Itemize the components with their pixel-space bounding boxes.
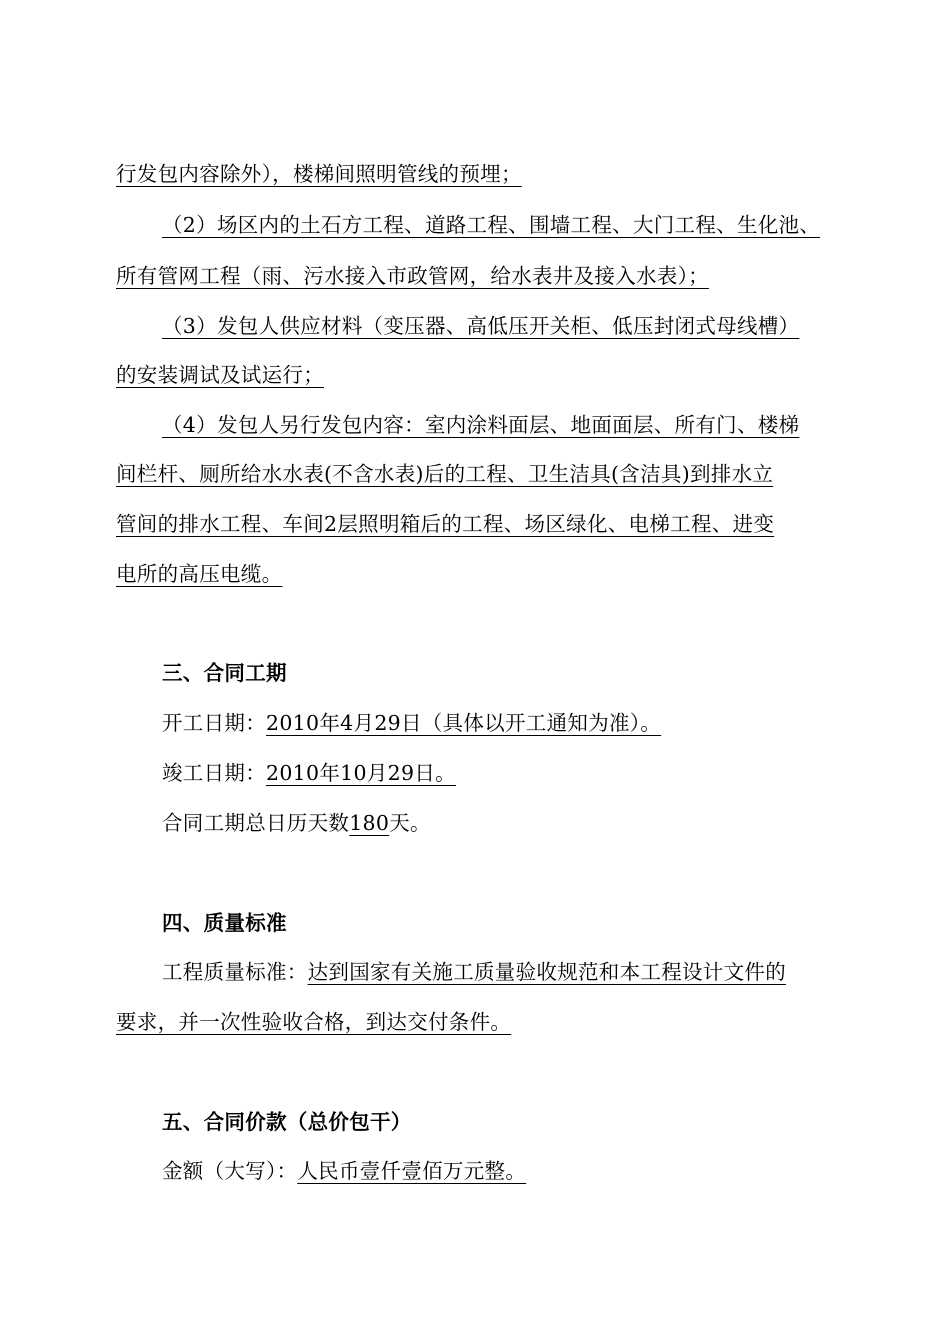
quality-standard-label: 工程质量标准： — [162, 960, 308, 984]
start-date-value: 2010年4月29日（具体以开工通知为准）。 — [266, 711, 662, 735]
scope-item-2-line-2: 所有管网工程（雨、污水接入市政管网，给水表井及接入水表）； — [116, 264, 709, 288]
total-days-value: 180 — [349, 811, 390, 835]
scope-item-2-line-1: （2）场区内的土石方工程、道路工程、围墙工程、大门工程、生化池、 — [162, 213, 821, 237]
section-5-heading: 五、合同价款（总价包干） — [162, 1110, 412, 1134]
scope-item-4-line-1: （4）发包人另行发包内容：室内涂料面层、地面面层、所有门、楼梯 — [162, 413, 800, 437]
quality-standard-value-2: 要求，并一次性验收合格，到达交付条件。 — [116, 1010, 512, 1034]
scope-item-3-line-1: （3）发包人供应材料（变压器、高低压开关柜、低压封闭式母线槽） — [162, 314, 800, 338]
section-3-heading: 三、合同工期 — [162, 661, 287, 685]
scope-item-3-line-2: 的安装调试及试运行； — [116, 363, 324, 387]
quality-standard-value-1: 达到国家有关施工质量验收规范和本工程设计文件的 — [307, 960, 787, 984]
total-days-line — [162, 809, 431, 837]
amount-label: 金额（大写）： — [162, 1159, 298, 1183]
scope-item-4-line-2: 间栏杆、厕所给水水表(不含水表)后的工程、卫生洁具(含洁具)到排水立 — [116, 462, 774, 486]
start-date-label: 开工日期： — [162, 711, 266, 735]
start-date-line — [162, 709, 661, 737]
section-4-heading: 四、质量标准 — [162, 911, 287, 935]
end-date-value: 2010年10月29日。 — [266, 761, 456, 785]
scope-item-4-line-3: 管间的排水工程、车间2层照明箱后的工程、场区绿化、电梯工程、进变 — [116, 512, 775, 536]
total-days-suffix: 天。 — [389, 811, 431, 835]
end-date-line — [162, 759, 456, 787]
total-days-prefix: 合同工期总日历天数 — [162, 811, 350, 835]
end-date-label: 竣工日期： — [162, 761, 266, 785]
scope-line-1: 行发包内容除外），楼梯间照明管线的预埋； — [116, 162, 522, 186]
amount-line — [162, 1157, 526, 1185]
amount-value: 人民币壹仟壹佰万元整。 — [297, 1159, 527, 1183]
quality-standard-line-1 — [162, 958, 786, 986]
scope-item-4-line-4: 电所的高压电缆。 — [116, 562, 283, 586]
